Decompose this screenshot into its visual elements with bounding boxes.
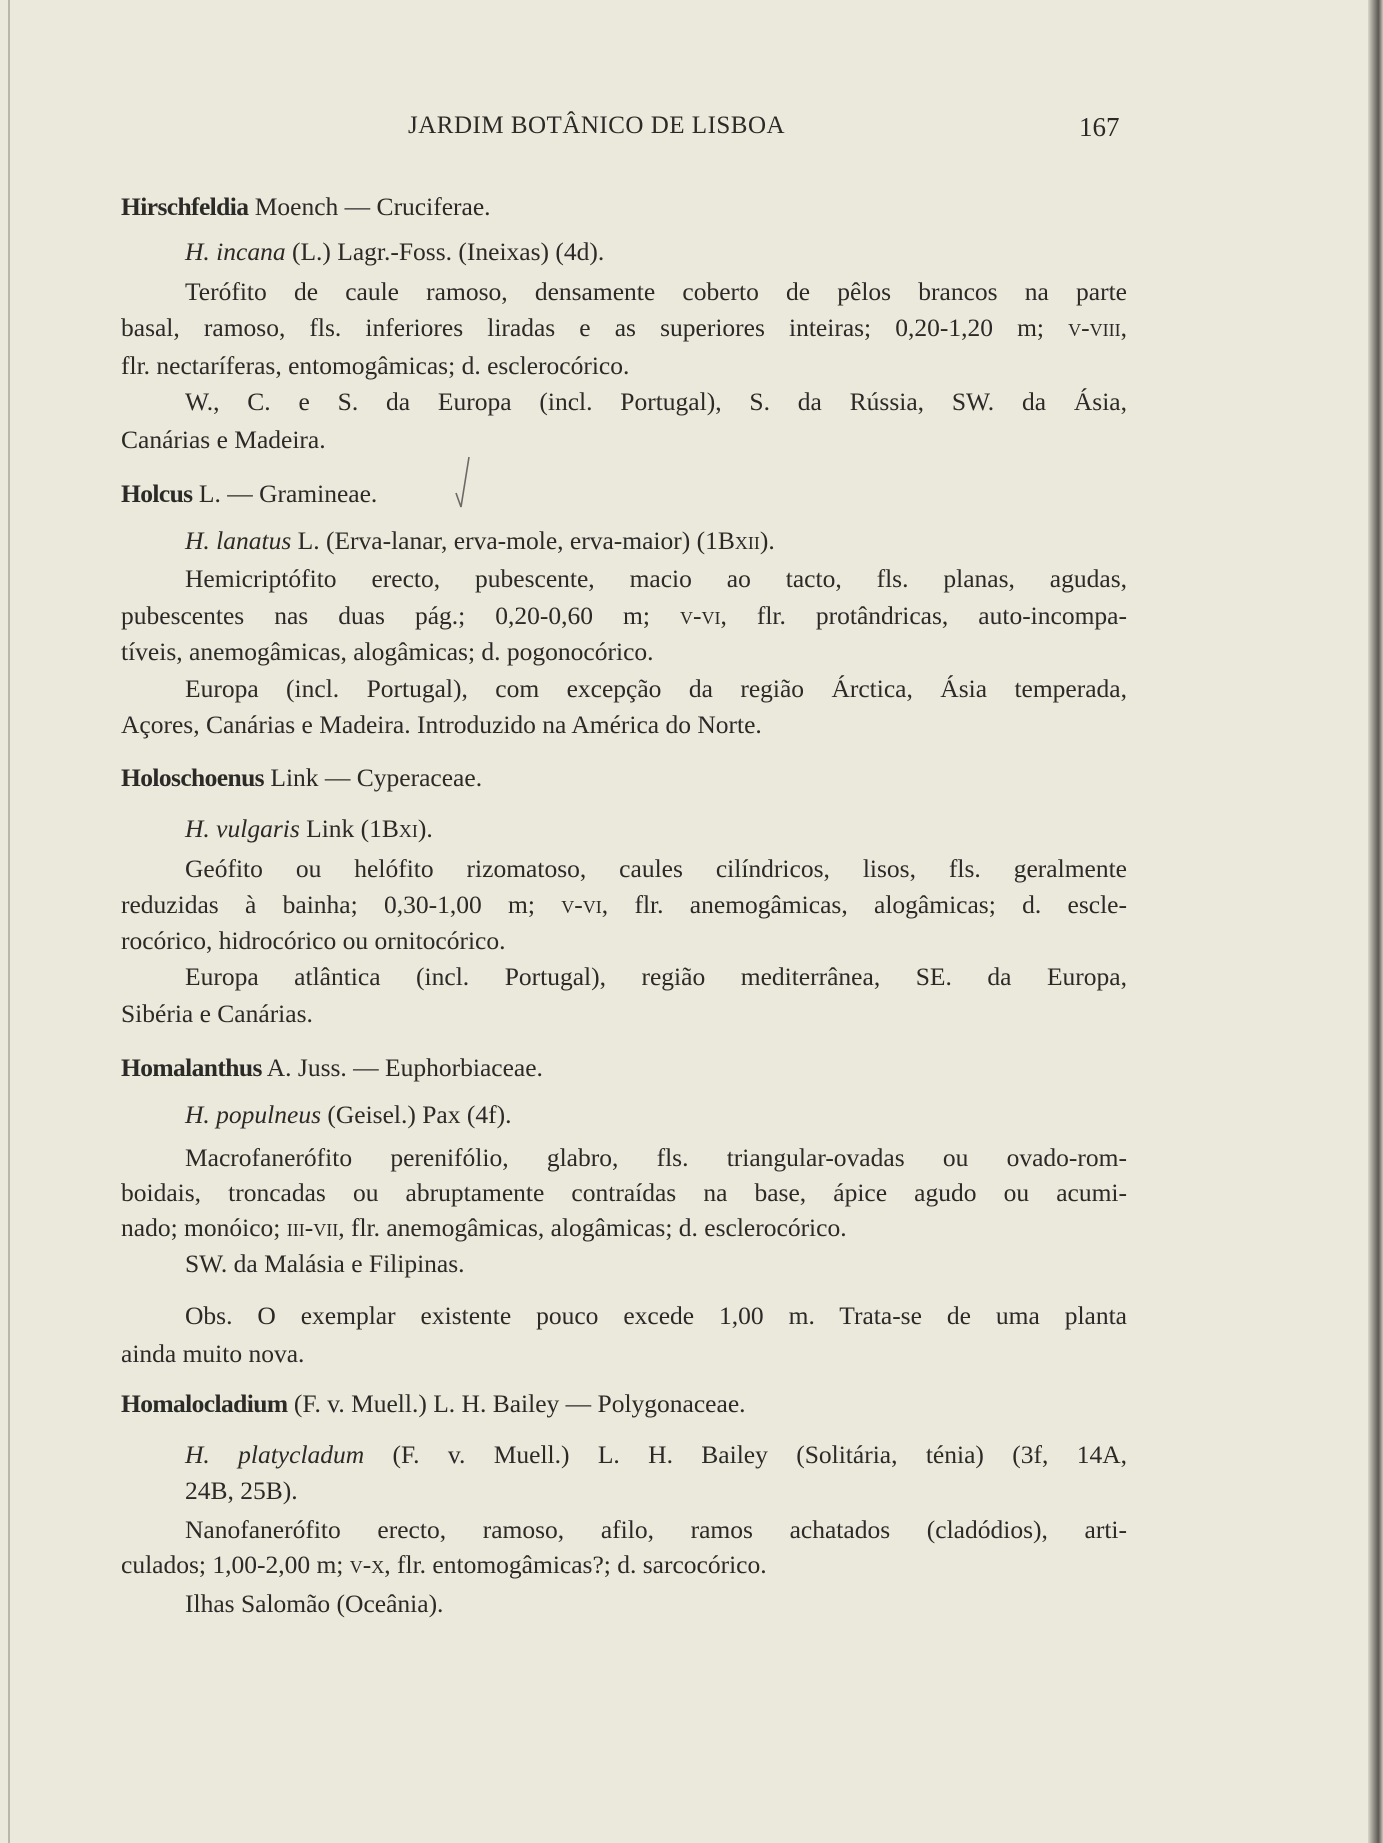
- text-run: Canárias e Madeira.: [121, 425, 326, 454]
- text-line: [185, 561, 1127, 597]
- text-line: [121, 634, 654, 670]
- text-line: [185, 274, 1127, 310]
- page-left-edge: [8, 0, 10, 1843]
- flowering-months: v-x: [349, 1550, 385, 1579]
- text-run: Ilhas Salomão (Oceânia).: [185, 1589, 444, 1618]
- text-line: [185, 1097, 511, 1133]
- text-run: W., C. e S. da Europa (incl. Portugal), S. da Rússia, SW. da Ásia,: [185, 387, 1127, 416]
- flowering-months: xii: [734, 526, 760, 555]
- text-run: Açores, Canárias e Madeira. Introduzido na América do Norte.: [121, 710, 762, 739]
- text-run: rocórico, hidrocórico ou ornitocórico.: [121, 926, 506, 955]
- text-line: [121, 598, 1127, 634]
- text-run: Hemicriptófito erecto, pubescente, macio ao tacto, fls. planas, agudas,: [185, 564, 1127, 593]
- text-run: basal, ramoso, fls. inferiores liradas e as superiores inteiras; 0,20-1,20 m;: [121, 313, 1069, 342]
- genus-name: Homalanthus: [121, 1053, 262, 1082]
- text-run: Europa (incl. Portugal), com excepção da região Árctica, Ásia temperada,: [185, 674, 1127, 703]
- text-run: ,: [1120, 313, 1127, 342]
- flowering-months: v-viii: [1068, 313, 1121, 342]
- text-run: Nanofanerófito erecto, ramoso, afilo, ramos achatados (cladódios), arti-: [185, 1515, 1127, 1544]
- species-name: H. platycladum: [185, 1440, 365, 1469]
- text-line: [121, 1210, 847, 1246]
- text-line: [185, 384, 1127, 420]
- text-run: (F. v. Muell.) L. H. Bailey — Polygonaceae.: [287, 1389, 746, 1418]
- text-line: [121, 422, 326, 458]
- text-line: [121, 1336, 304, 1372]
- text-run: Obs. O exemplar existente pouco excede 1,00 m. Trata-se de uma planta: [185, 1301, 1127, 1330]
- handwritten-check-mark-icon: [453, 455, 473, 510]
- text-line: [185, 1246, 465, 1282]
- text-line: [121, 923, 506, 959]
- text-run: culados; 1,00-2,00 m;: [121, 1550, 350, 1579]
- genus-name: Homalocladium: [121, 1389, 288, 1418]
- text-run: Link — Cyperaceae.: [264, 763, 483, 792]
- text-run: L. (Erva-lanar, erva-mole, erva-maior) (1B: [291, 526, 735, 555]
- flowering-months: v-vi: [679, 601, 721, 630]
- text-line: [185, 671, 1127, 707]
- text-line: [185, 851, 1127, 887]
- text-line: [185, 1437, 1127, 1473]
- text-run: Geófito ou helófito rizomatoso, caules cilíndricos, lisos, fls. geralmente: [185, 854, 1127, 883]
- text-line: [121, 310, 1127, 346]
- book-binding-edge: [1368, 0, 1383, 1843]
- text-line: [185, 234, 604, 270]
- text-line: [121, 707, 762, 743]
- text-line: [185, 959, 1127, 995]
- text-line: [121, 996, 313, 1032]
- text-line: [185, 1140, 1127, 1176]
- text-line: [185, 811, 433, 847]
- text-line: [185, 1298, 1127, 1334]
- text-line: [121, 348, 629, 384]
- text-run: Sibéria e Canárias.: [121, 999, 313, 1028]
- text-run: Moench — Cruciferae.: [248, 192, 491, 221]
- flowering-months: v-vi: [561, 890, 602, 919]
- text-run: boidais, troncadas ou abruptamente contraídas na base, ápice agudo ou acumi-: [121, 1178, 1127, 1207]
- text-line: [185, 1473, 298, 1509]
- text-line: [185, 1586, 443, 1622]
- flowering-months: xi: [398, 814, 418, 843]
- flowering-months: iii-vii: [286, 1213, 339, 1242]
- genus-name: Holcus: [121, 479, 193, 508]
- text-run: (L.) Lagr.-Foss. (Ineixas) (4d).: [285, 237, 605, 266]
- text-run: (F. v. Muell.) L. H. Bailey (Solitária, ténia) (3f, 14A,: [364, 1440, 1127, 1469]
- text-run: , flr. entomogâmicas?; d. sarcocórico.: [384, 1550, 767, 1579]
- text-run: , flr. protândricas, auto-incompa-: [720, 601, 1127, 630]
- text-run: Europa atlântica (incl. Portugal), região mediterrânea, SE. da Europa,: [185, 962, 1127, 991]
- species-name: H. lanatus: [185, 526, 292, 555]
- species-name: H. incana: [185, 237, 286, 266]
- genus-name: Hirschfeldia: [121, 192, 249, 221]
- text-line: [121, 887, 1127, 923]
- text-line: [121, 1175, 1127, 1211]
- text-line: [121, 1547, 767, 1583]
- text-run: nado; monóico;: [121, 1213, 287, 1242]
- text-run: A. Juss. — Euphorbiaceae.: [261, 1053, 543, 1082]
- text-run: ).: [759, 526, 775, 555]
- text-run: tíveis, anemogâmicas, alogâmicas; d. pogonocórico.: [121, 637, 654, 666]
- text-line: [185, 523, 775, 559]
- text-line: [121, 189, 491, 225]
- species-name: H. populneus: [185, 1100, 321, 1129]
- text-run: pubescentes nas duas pág.; 0,20-0,60 m;: [121, 601, 680, 630]
- text-run: SW. da Malásia e Filipinas.: [185, 1249, 465, 1278]
- text-line: [121, 1050, 543, 1086]
- running-title: JARDIM BOTÂNICO DE LISBOA: [408, 112, 786, 139]
- text-run: ).: [417, 814, 433, 843]
- text-run: , flr. anemogâmicas, alogâmicas; d. escle-: [601, 890, 1127, 919]
- text-line: [121, 476, 377, 512]
- text-run: (Geisel.) Pax (4f).: [321, 1100, 512, 1129]
- text-run: 24B, 25B).: [185, 1476, 298, 1505]
- text-run: , flr. anemogâmicas, alogâmicas; d. esclerocórico.: [338, 1213, 847, 1242]
- text-run: Link (1B: [299, 814, 399, 843]
- text-line: [185, 1512, 1127, 1548]
- text-line: [121, 760, 482, 796]
- species-name: H. vulgaris: [185, 814, 300, 843]
- text-run: reduzidas à bainha; 0,30-1,00 m;: [121, 890, 562, 919]
- text-line: [121, 1386, 746, 1422]
- genus-name: Holoschoenus: [121, 763, 264, 792]
- text-run: flr. nectaríferas, entomogâmicas; d. esclerocórico.: [121, 351, 630, 380]
- text-run: Terófito de caule ramoso, densamente coberto de pêlos brancos na parte: [185, 277, 1127, 306]
- text-run: ainda muito nova.: [121, 1339, 305, 1368]
- text-run: Macrofanerófito perenifólio, glabro, fls. triangular-ovadas ou ovado-rom-: [185, 1143, 1127, 1172]
- page-number: 167: [1079, 112, 1120, 142]
- text-run: L. — Gramineae.: [192, 479, 378, 508]
